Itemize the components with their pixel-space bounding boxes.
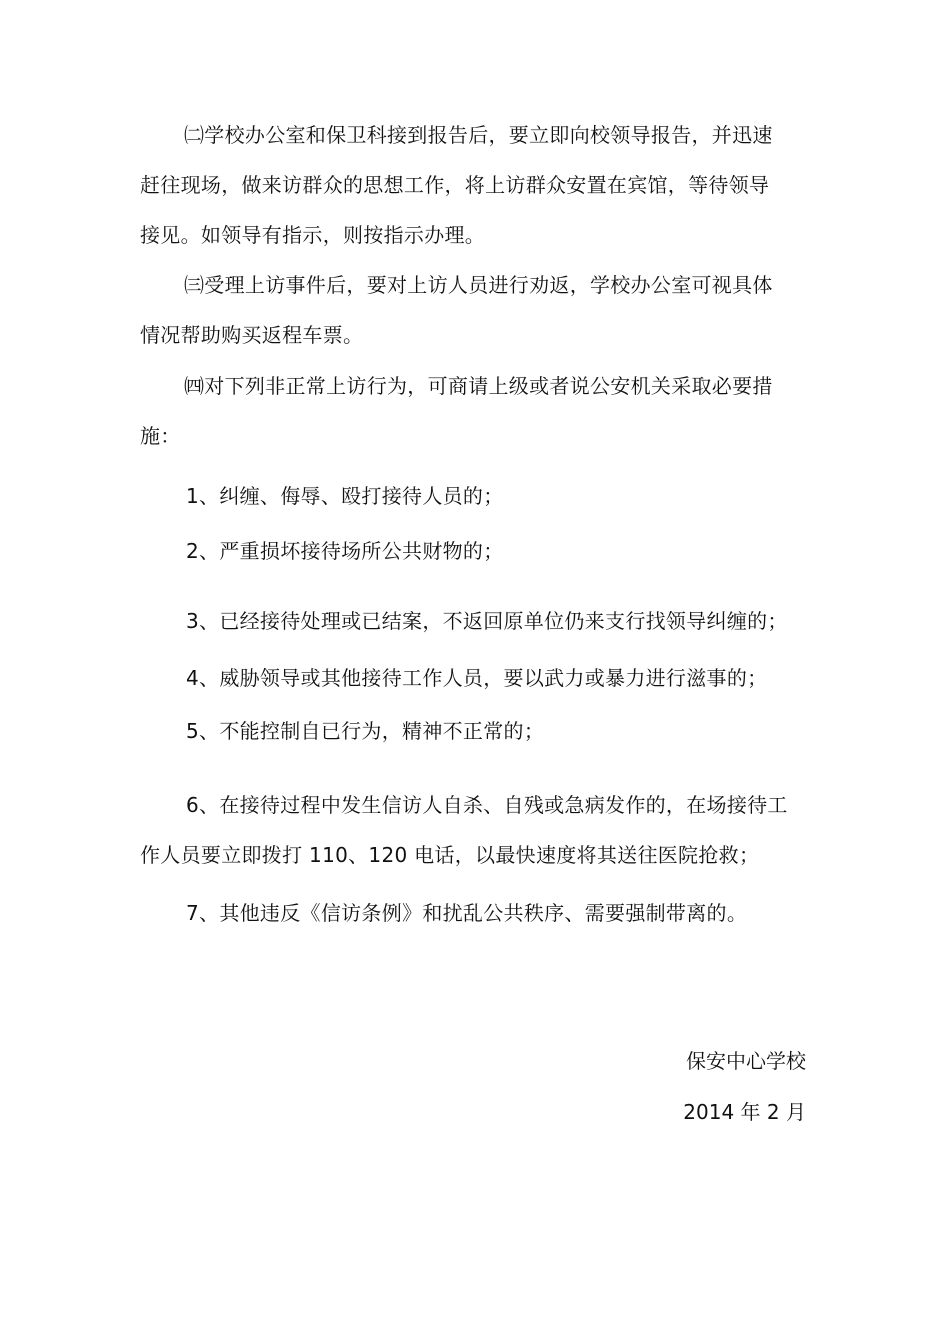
para4-line2: 施：: [140, 424, 181, 448]
para2-line3: 接见。如领导有指示，则按指示办理。: [140, 223, 486, 247]
list-item-6-line2: 作人员要立即拨打 110、120 电话，以最快速度将其送往医院抢救；: [140, 843, 760, 867]
para2-line1: ㈡学校办公室和保卫科接到报告后，要立即向校领导报告，并迅速: [184, 123, 773, 147]
list-item-7: 7、其他违反《信访条例》和扰乱公共秩序、需要强制带离的。: [186, 901, 748, 925]
para3-line2: 情况帮助购买返程车票。: [140, 323, 364, 347]
list-item-5: 5、不能控制自已行为，精神不正常的；: [186, 719, 545, 743]
signature-date: 2014 年 2 月: [683, 1100, 806, 1124]
list-item-4: 4、威胁领导或其他接待工作人员，要以武力或暴力进行滋事的；: [186, 666, 768, 690]
list-item-3: 3、已经接待处理或已结案，不返回原单位仍来支行找领导纠缠的；: [186, 609, 788, 633]
para3-line1: ㈢受理上访事件后，要对上访人员进行劝返，学校办公室可视具体: [184, 273, 773, 297]
signature-organization: 保安中心学校: [686, 1049, 806, 1073]
para4-line1: ㈣对下列非正常上访行为，可商请上级或者说公安机关采取必要措: [184, 374, 773, 398]
list-item-6-line1: 6、在接待过程中发生信访人自杀、自残或急病发作的，在场接待工: [186, 793, 788, 817]
list-item-1: 1、纠缠、侮辱、殴打接待人员的；: [186, 484, 504, 508]
para2-line2: 赶往现场，做来访群众的思想工作，将上访群众安置在宾馆，等待领导: [140, 173, 770, 197]
list-item-2: 2、严重损坏接待场所公共财物的；: [186, 539, 504, 563]
